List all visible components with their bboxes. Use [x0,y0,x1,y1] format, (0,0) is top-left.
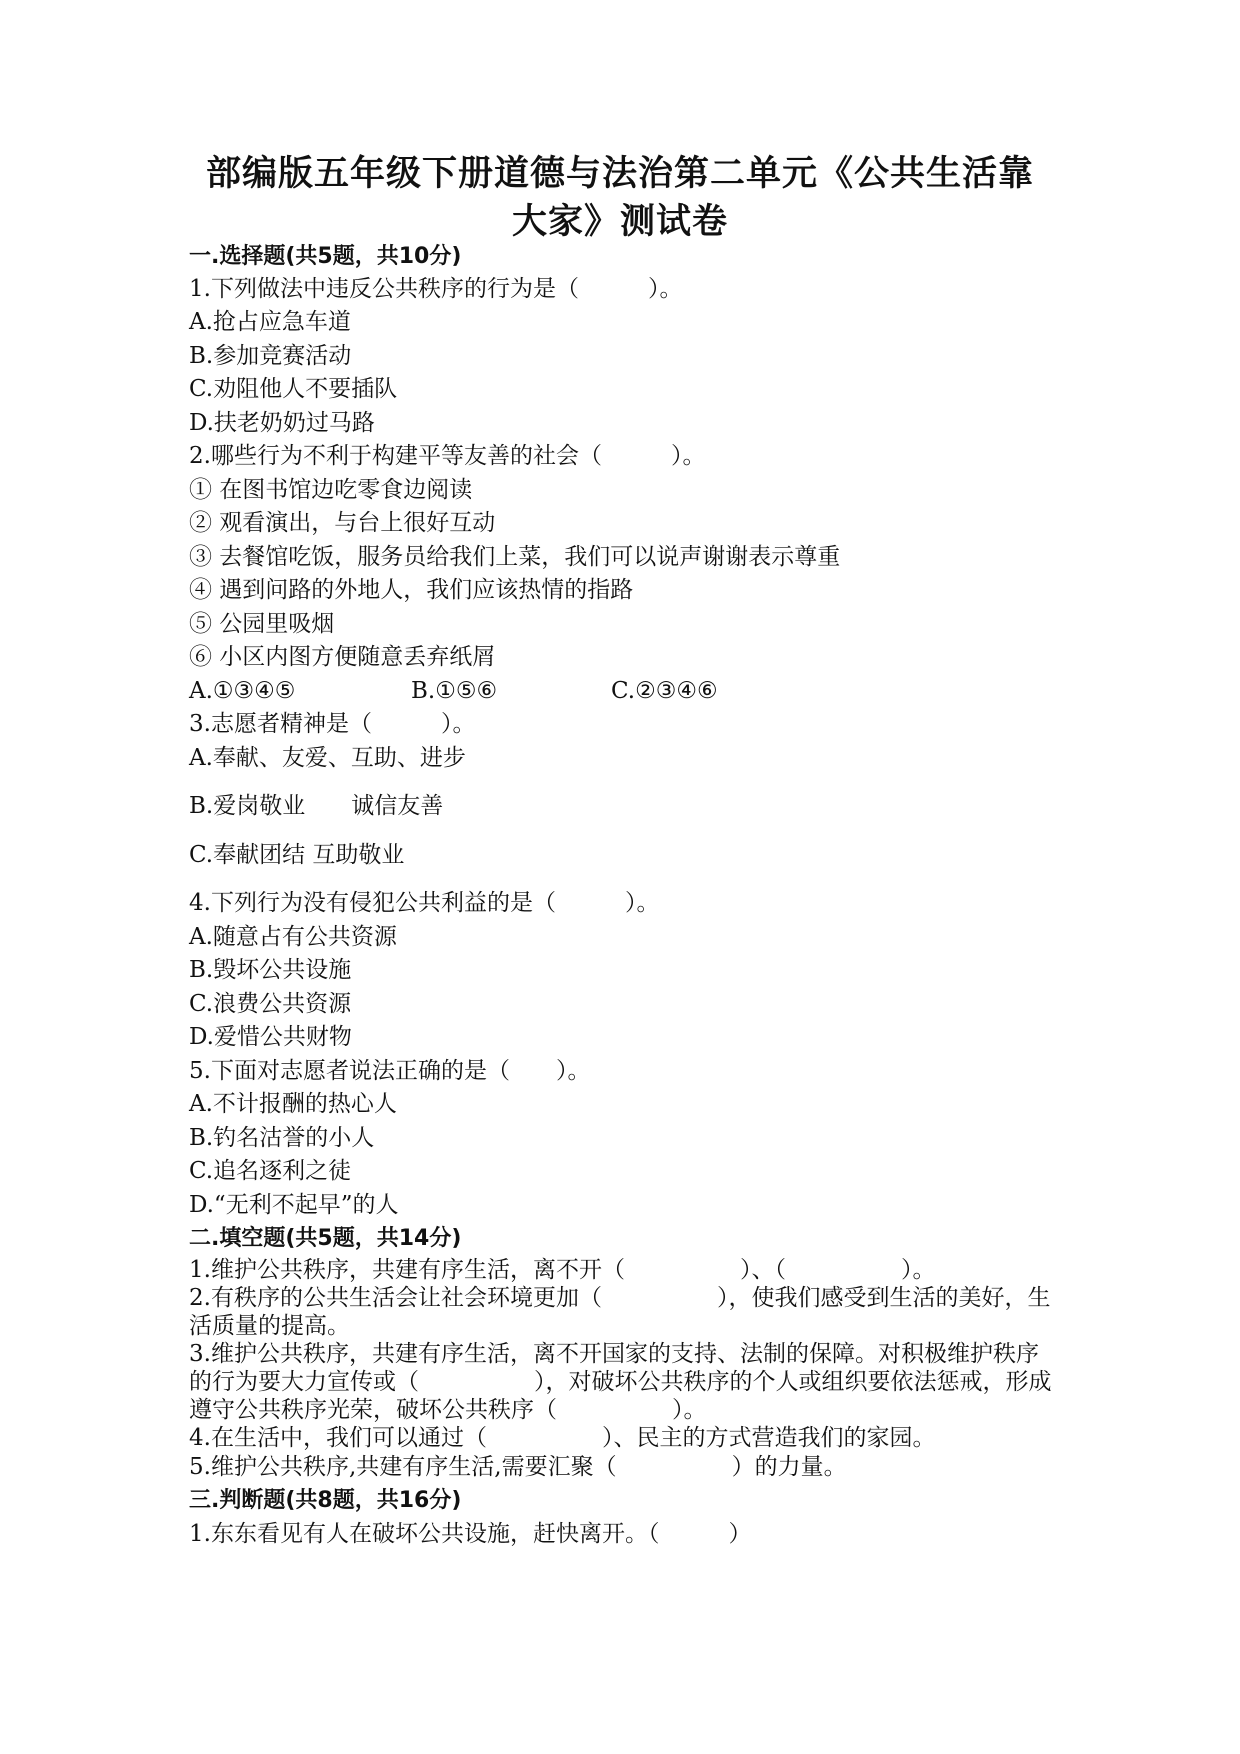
question-stem: 5.下面对志愿者说法正确的是（ ）。 [189,1058,591,1084]
option-d: D.爱惜公共财物 [189,1024,352,1050]
question-stem: 1.下列做法中违反公共秩序的行为是（ ）。 [189,276,683,302]
option-row [189,676,1059,706]
option-b: B.爱岗敬业 诚信友善 [189,793,444,819]
option-a: A.抢占应急车道 [189,309,351,335]
fill-question: 1.维护公共秩序，共建有序生活，离不开（ ）、（ ）。 [189,1257,936,1283]
statement-item: ③ 去餐馆吃饭，服务员给我们上菜，我们可以说声谢谢表示尊重 [189,544,841,570]
option-c: C.浪费公共资源 [189,991,352,1017]
option-a: A.随意占有公共资源 [189,924,397,950]
statement-item: ① 在图书馆边吃零食边阅读 [189,477,473,503]
option-c: C.奉献团结 互助敬业 [189,842,405,868]
statement-item: ⑥ 小区内图方便随意丢弃纸屑 [189,644,496,670]
page-title [150,150,1090,246]
judge-question: 1.东东看见有人在破坏公共设施，赶快离开。（ ） [189,1521,752,1547]
question-stem: 4.下列行为没有侵犯公共利益的是（ ）。 [189,890,660,916]
statement-item: ② 观看演出，与台上很好互动 [189,510,496,536]
title-line-2: 大家》测试卷 [511,202,728,242]
fill-question: 5.维护公共秩序,共建有序生活,需要汇聚（ ）的力量。 [189,1454,847,1480]
option-c: C.追名逐利之徒 [189,1158,352,1184]
title-line-1: 部编版五年级下册道德与法治第二单元《公共生活靠 [205,154,1034,194]
option-d: D.扶老奶奶过马路 [189,410,375,436]
section-heading-choice: 一.选择题(共5题，共10分) [189,244,462,269]
statement-item: ④ 遇到问路的外地人，我们应该热情的指路 [189,577,634,603]
option-b: B.①⑤⑥ [411,678,498,704]
option-a: A.不计报酬的热心人 [189,1091,397,1117]
option-b: B.参加竞赛活动 [189,343,352,369]
statement-item: ⑤ 公园里吸烟 [189,611,335,637]
fill-question: 3.维护公共秩序，共建有序生活，离不开国家的支持、法制的保障。对积极维护秩序的行为要大力宣传或（ ），对破坏公共秩序的个人或组织要依法惩戒，形成遵守公共秩序光荣，破坏公共秩序（ ）。 [189,1341,1052,1423]
question-stem: 3.志愿者精神是（ ）。 [189,711,476,737]
fill-question: 2.有秩序的公共生活会让社会环境更加（ ），使我们感受到生活的美好，生活质量的提高。 [189,1285,1051,1339]
section-heading-fill: 二.填空题(共5题，共14分) [189,1226,462,1251]
fill-question: 4.在生活中，我们可以通过（ ）、民主的方式营造我们的家园。 [189,1425,936,1451]
option-c: C.②③④⑥ [611,678,718,704]
option-b: B.钓名沽誉的小人 [189,1125,375,1151]
option-b: B.毁坏公共设施 [189,957,352,983]
option-a: A.奉献、友爱、互助、进步 [189,745,466,771]
option-c: C.劝阻他人不要插队 [189,376,398,402]
option-d: D.“无利不起早”的人 [189,1192,399,1218]
question-stem: 2.哪些行为不利于构建平等友善的社会（ ）。 [189,443,706,469]
section-heading-judge: 三.判断题(共8题，共16分) [189,1488,462,1513]
option-a: A.①③④⑤ [189,678,296,704]
